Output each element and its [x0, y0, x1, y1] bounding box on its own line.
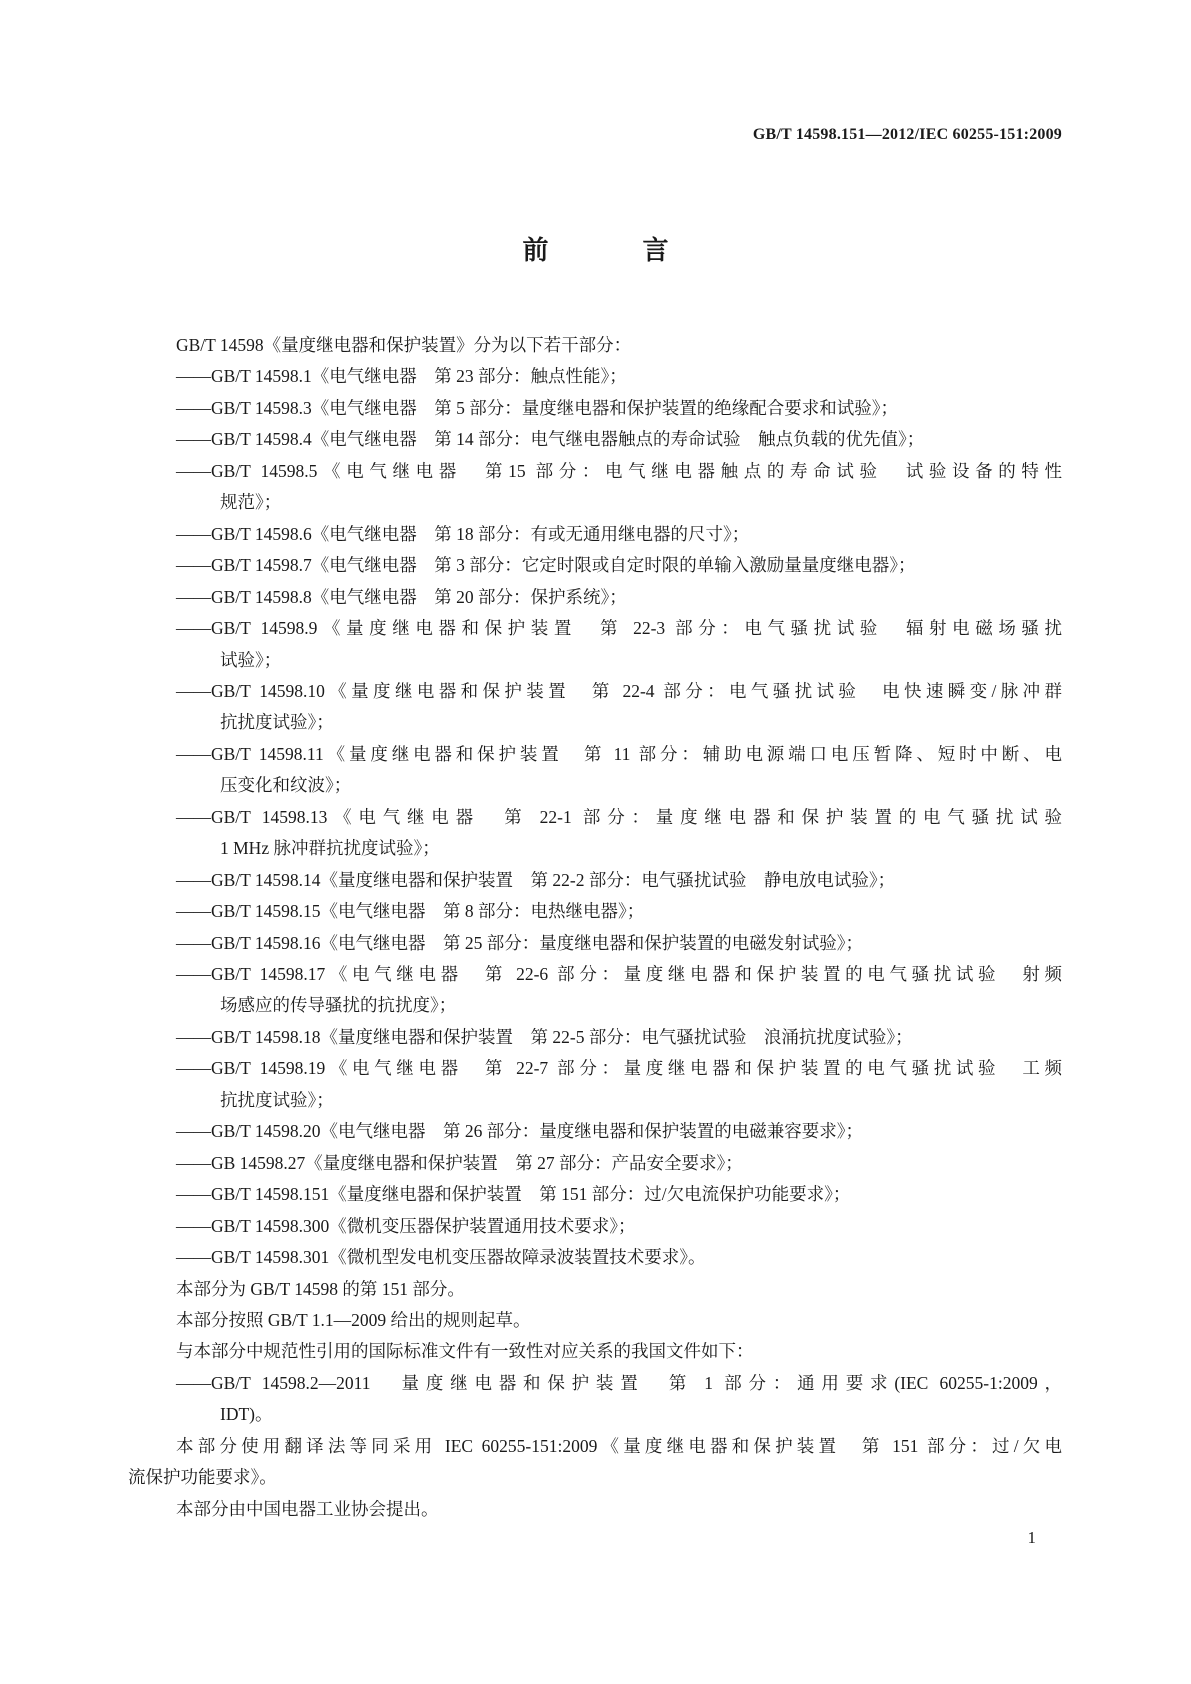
text-line-continuation: 规范》； — [220, 492, 282, 513]
text-line: ——GB/T 14598.300《微机变压器保护装置通用技术要求》； — [176, 1215, 636, 1236]
text-line: ——GB/T 14598.4《电气继电器 第 14 部分：电气继电器触点的寿命试验 触点负载的优先值》； — [176, 429, 925, 450]
text-line: ——GB/T 14598.19《电气继电器 第 22-7 部分：量度继电器和保护装置的电气骚扰试验 工频 — [176, 1058, 1062, 1079]
text-line-continuation: 1 MHz 脉冲群抗扰度试验》； — [220, 838, 440, 859]
text-line: ——GB/T 14598.6《电气继电器 第 18 部分：有或无通用继电器的尺寸》； — [176, 523, 750, 544]
text-line: ——GB/T 14598.5《电气继电器 第15 部分：电气继电器触点的寿命试验 试验设备的特性 — [176, 460, 1062, 481]
text-line: ——GB/T 14598.11《量度继电器和保护装置 第 11 部分：辅助电源端口电压暂降、短时中断、电 — [176, 743, 1062, 764]
text-line: ——GB/T 14598.301《微机型发电机变压器故障录波装置技术要求》。 — [176, 1247, 706, 1268]
standard-code-header: GB/T 14598.151—2012/IEC 60255-151:2009 — [752, 126, 1062, 143]
text-line: ——GB/T 14598.10《量度继电器和保护装置 第 22-4 部分：电气骚扰试验 电快速瞬变/脉冲群 — [176, 680, 1062, 701]
text-line: ——GB/T 14598.3《电气继电器 第 5 部分：量度继电器和保护装置的绝缘配合要求和试验》； — [176, 397, 899, 418]
text-line: ——GB/T 14598.17《电气继电器 第 22-6 部分：量度继电器和保护装置的电气骚扰试验 射频 — [176, 964, 1062, 984]
text-line: ——GB/T 14598.16《电气继电器 第 25 部分：量度继电器和保护装置的电磁发射试验》； — [176, 932, 864, 953]
text-line: GB/T 14598《量度继电器和保护装置》分为以下若干部分： — [176, 335, 632, 355]
text-line: ——GB/T 14598.2—2011 量度继电器和保护装置 第 1 部分：通用要求(IEC 60255-1:2009， — [176, 1372, 1062, 1393]
text-line: ——GB/T 14598.14《量度继电器和保护装置 第 22-2 部分：电气骚扰试验 静电放电试验》； — [176, 869, 896, 890]
page-number: 1 — [1027, 1528, 1036, 1547]
text-line: ——GB 14598.27《量度继电器和保护装置 第 27 部分：产品安全要求》； — [176, 1152, 743, 1173]
text-line: ——GB/T 14598.13《电气继电器 第 22-1 部分：量度继电器和保护装置的电气骚扰试验 — [176, 806, 1062, 827]
text-line-continuation: 抗扰度试验》； — [220, 1089, 334, 1110]
text-line-continuation: 试验》； — [220, 649, 282, 670]
text-line-continuation: 流保护功能要求》。 — [128, 1467, 277, 1488]
text-line: ——GB/T 14598.7《电气继电器 第 3 部分：它定时限或自定时限的单输入激励量量度继电器》； — [176, 555, 916, 576]
text-line-continuation: IDT)。 — [220, 1404, 273, 1425]
page-title: 前 言 — [522, 236, 703, 265]
text-line: 与本部分中规范性引用的国际标准文件有一致性对应关系的我国文件如下： — [176, 1341, 754, 1362]
text-line: ——GB/T 14598.8《电气继电器 第 20 部分：保护系统》； — [176, 586, 627, 607]
text-line: ——GB/T 14598.9《量度继电器和保护装置 第 22-3 部分：电气骚扰试验 辐射电磁场骚扰 — [176, 618, 1062, 639]
text-line: 本部分按照 GB/T 1.1—2009 给出的规则起草。 — [176, 1309, 531, 1330]
text-line: 本部分由中国电器工业协会提出。 — [176, 1498, 439, 1519]
text-line: 本部分为 GB/T 14598 的第 151 部分。 — [176, 1278, 465, 1299]
text-line-continuation: 抗扰度试验》； — [220, 712, 334, 733]
text-line: ——GB/T 14598.20《电气继电器 第 26 部分：量度继电器和保护装置的电磁兼容要求》； — [176, 1121, 864, 1142]
text-line: ——GB/T 14598.18《量度继电器和保护装置 第 22-5 部分：电气骚扰试验 浪涌抗扰度试验》； — [176, 1026, 913, 1047]
text-line: ——GB/T 14598.15《电气继电器 第 8 部分：电热继电器》； — [176, 901, 645, 922]
text-line: 本部分使用翻译法等同采用 IEC 60255-151:2009《量度继电器和保护装置 第 151 部分：过/欠电 — [176, 1435, 1062, 1456]
text-line: ——GB/T 14598.151《量度继电器和保护装置 第 151 部分：过/欠电流保护功能要求》； — [176, 1184, 851, 1205]
text-line-continuation: 压变化和纹波》； — [220, 775, 352, 796]
text-line: ——GB/T 14598.1《电气继电器 第 23 部分：触点性能》； — [176, 366, 627, 387]
text-line-continuation: 场感应的传导骚扰的抗扰度》； — [220, 995, 457, 1016]
